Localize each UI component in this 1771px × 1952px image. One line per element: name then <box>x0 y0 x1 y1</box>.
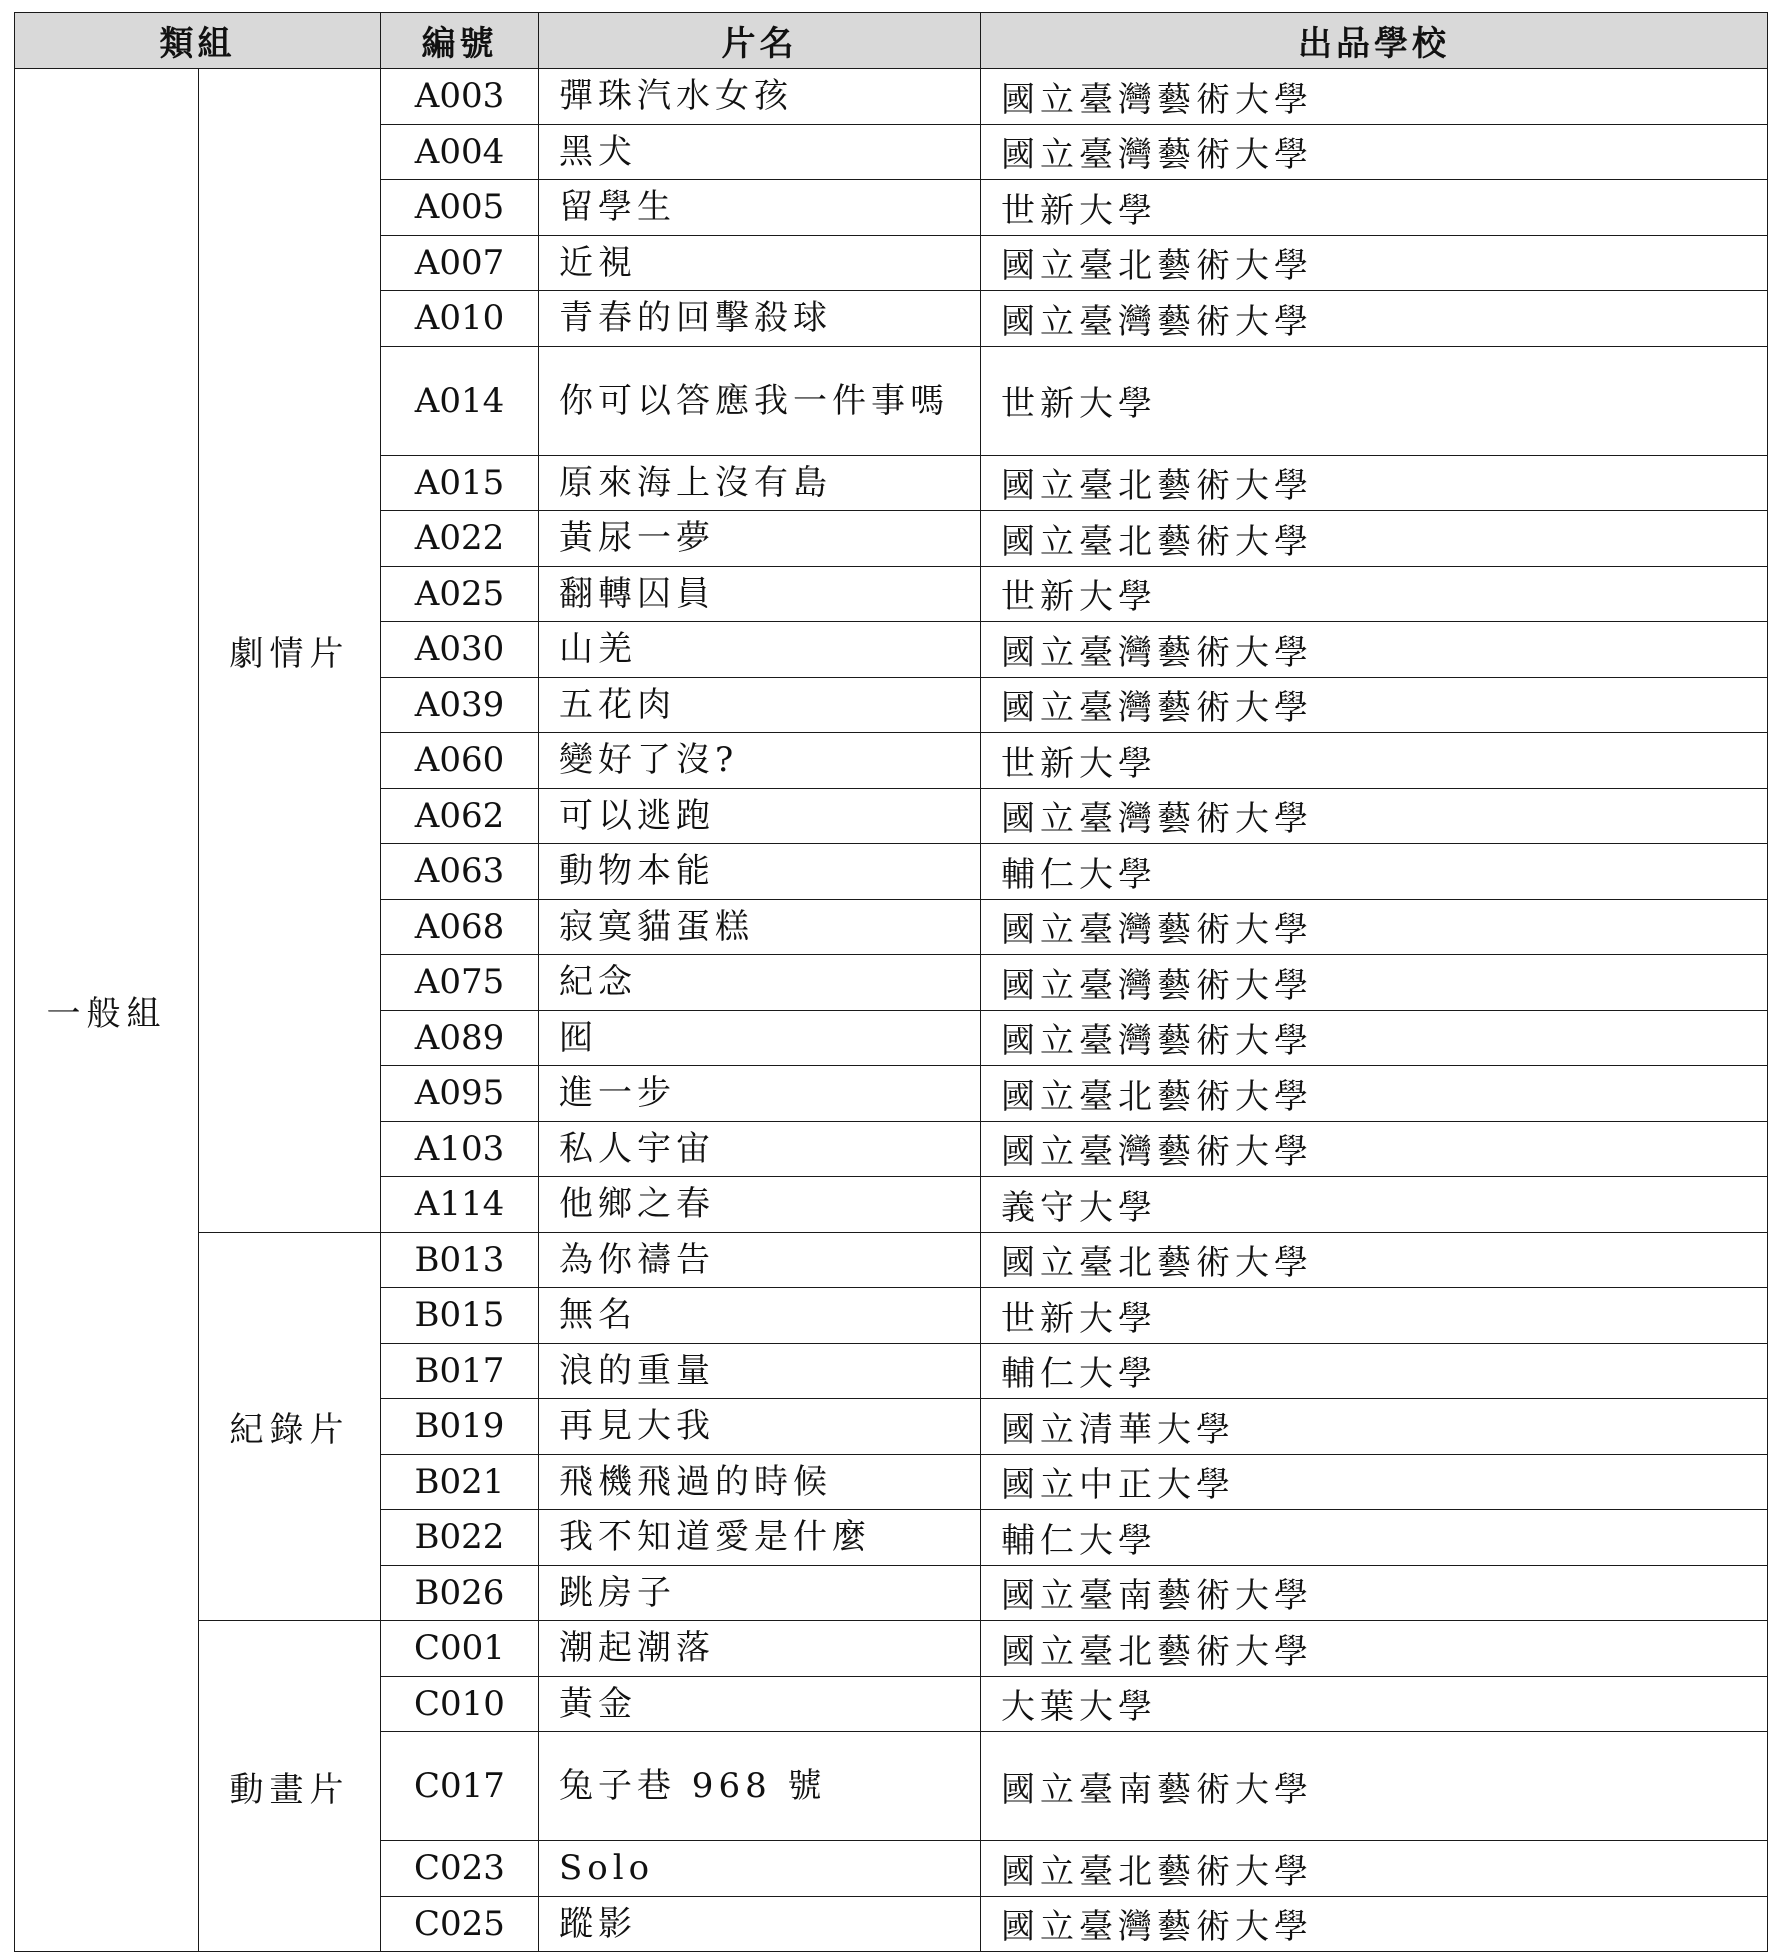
title-cell: 彈珠汽水女孩 <box>539 69 981 125</box>
title-cell: 黃尿一夢 <box>539 511 981 567</box>
school-cell: 國立臺北藝術大學 <box>981 1232 1768 1288</box>
title-cell: 寂寞貓蛋糕 <box>539 899 981 955</box>
title-cell: 我不知道愛是什麼 <box>539 1510 981 1566</box>
title-cell: 留學生 <box>539 180 981 236</box>
table-row <box>15 69 1768 125</box>
header-title: 片名 <box>539 13 981 69</box>
code-cell: A062 <box>381 788 539 844</box>
title-cell: 黃金 <box>539 1676 981 1732</box>
title-cell: 青春的回擊殺球 <box>539 291 981 347</box>
school-cell: 國立臺灣藝術大學 <box>981 1896 1768 1952</box>
school-cell: 國立臺北藝術大學 <box>981 235 1768 291</box>
title-cell: Solo <box>539 1841 981 1897</box>
code-cell: B019 <box>381 1399 539 1455</box>
film-list-table <box>14 12 1768 1952</box>
school-cell: 世新大學 <box>981 346 1768 455</box>
title-cell: 潮起潮落 <box>539 1621 981 1677</box>
title-cell: 原來海上沒有島 <box>539 455 981 511</box>
school-cell: 國立臺北藝術大學 <box>981 455 1768 511</box>
title-cell: 變好了沒? <box>539 733 981 789</box>
title-cell: 囮 <box>539 1010 981 1066</box>
category-cell: 動畫片 <box>199 1621 381 1952</box>
table-row <box>15 1621 1768 1677</box>
code-cell: A089 <box>381 1010 539 1066</box>
school-cell: 國立臺灣藝術大學 <box>981 788 1768 844</box>
title-cell: 五花肉 <box>539 677 981 733</box>
school-cell: 義守大學 <box>981 1177 1768 1233</box>
school-cell: 世新大學 <box>981 733 1768 789</box>
code-cell: A095 <box>381 1066 539 1122</box>
school-cell: 世新大學 <box>981 180 1768 236</box>
code-cell: A007 <box>381 235 539 291</box>
code-cell: C023 <box>381 1841 539 1897</box>
code-cell: A068 <box>381 899 539 955</box>
code-cell: A103 <box>381 1121 539 1177</box>
title-cell: 再見大我 <box>539 1399 981 1455</box>
school-cell: 國立清華大學 <box>981 1399 1768 1455</box>
title-cell: 動物本能 <box>539 844 981 900</box>
code-cell: B015 <box>381 1288 539 1344</box>
category-cell: 紀錄片 <box>199 1232 381 1621</box>
code-cell: A003 <box>381 69 539 125</box>
title-cell: 為你禱告 <box>539 1232 981 1288</box>
code-cell: A014 <box>381 346 539 455</box>
code-cell: A030 <box>381 622 539 678</box>
film-table-body <box>15 69 1768 1952</box>
title-cell: 進一步 <box>539 1066 981 1122</box>
code-cell: A010 <box>381 291 539 347</box>
header-school: 出品學校 <box>981 13 1768 69</box>
school-cell: 國立臺北藝術大學 <box>981 1066 1768 1122</box>
school-cell: 國立臺北藝術大學 <box>981 1621 1768 1677</box>
title-cell: 兔子巷 968 號 <box>539 1732 981 1841</box>
code-cell: B022 <box>381 1510 539 1566</box>
school-cell: 世新大學 <box>981 566 1768 622</box>
school-cell: 輔仁大學 <box>981 1510 1768 1566</box>
school-cell: 國立臺北藝術大學 <box>981 511 1768 567</box>
title-cell: 山羌 <box>539 622 981 678</box>
category-cell: 劇情片 <box>199 69 381 1233</box>
school-cell: 國立臺灣藝術大學 <box>981 1010 1768 1066</box>
code-cell: B021 <box>381 1454 539 1510</box>
code-cell: A025 <box>381 566 539 622</box>
school-cell: 國立中正大學 <box>981 1454 1768 1510</box>
school-cell: 國立臺灣藝術大學 <box>981 291 1768 347</box>
school-cell: 輔仁大學 <box>981 1343 1768 1399</box>
code-cell: C025 <box>381 1896 539 1952</box>
title-cell: 可以逃跑 <box>539 788 981 844</box>
school-cell: 國立臺灣藝術大學 <box>981 622 1768 678</box>
header-category: 類組 <box>15 13 381 69</box>
title-cell: 飛機飛過的時候 <box>539 1454 981 1510</box>
school-cell: 國立臺灣藝術大學 <box>981 69 1768 125</box>
code-cell: B026 <box>381 1565 539 1621</box>
school-cell: 輔仁大學 <box>981 844 1768 900</box>
code-cell: A060 <box>381 733 539 789</box>
code-cell: A114 <box>381 1177 539 1233</box>
table-row <box>15 1232 1768 1288</box>
school-cell: 國立臺灣藝術大學 <box>981 677 1768 733</box>
title-cell: 他鄉之春 <box>539 1177 981 1233</box>
code-cell: A015 <box>381 455 539 511</box>
code-cell: A039 <box>381 677 539 733</box>
school-cell: 國立臺灣藝術大學 <box>981 124 1768 180</box>
title-cell: 翻轉囚員 <box>539 566 981 622</box>
title-cell: 跳房子 <box>539 1565 981 1621</box>
school-cell: 世新大學 <box>981 1288 1768 1344</box>
header-row <box>15 13 1768 69</box>
code-cell: A063 <box>381 844 539 900</box>
code-cell: A005 <box>381 180 539 236</box>
school-cell: 國立臺北藝術大學 <box>981 1841 1768 1897</box>
school-cell: 國立臺灣藝術大學 <box>981 1121 1768 1177</box>
school-cell: 國立臺灣藝術大學 <box>981 899 1768 955</box>
title-cell: 近視 <box>539 235 981 291</box>
code-cell: C017 <box>381 1732 539 1841</box>
title-cell: 蹤影 <box>539 1896 981 1952</box>
title-cell: 黑犬 <box>539 124 981 180</box>
school-cell: 國立臺南藝術大學 <box>981 1732 1768 1841</box>
code-cell: A075 <box>381 955 539 1011</box>
code-cell: B017 <box>381 1343 539 1399</box>
code-cell: A022 <box>381 511 539 567</box>
group-cell: 一般組 <box>15 69 199 1952</box>
school-cell: 國立臺南藝術大學 <box>981 1565 1768 1621</box>
code-cell: C001 <box>381 1621 539 1677</box>
title-cell: 紀念 <box>539 955 981 1011</box>
school-cell: 大葉大學 <box>981 1676 1768 1732</box>
title-cell: 浪的重量 <box>539 1343 981 1399</box>
title-cell: 你可以答應我一件事嗎 <box>539 346 981 455</box>
code-cell: A004 <box>381 124 539 180</box>
title-cell: 無名 <box>539 1288 981 1344</box>
code-cell: C010 <box>381 1676 539 1732</box>
title-cell: 私人宇宙 <box>539 1121 981 1177</box>
code-cell: B013 <box>381 1232 539 1288</box>
school-cell: 國立臺灣藝術大學 <box>981 955 1768 1011</box>
header-code: 編號 <box>381 13 539 69</box>
